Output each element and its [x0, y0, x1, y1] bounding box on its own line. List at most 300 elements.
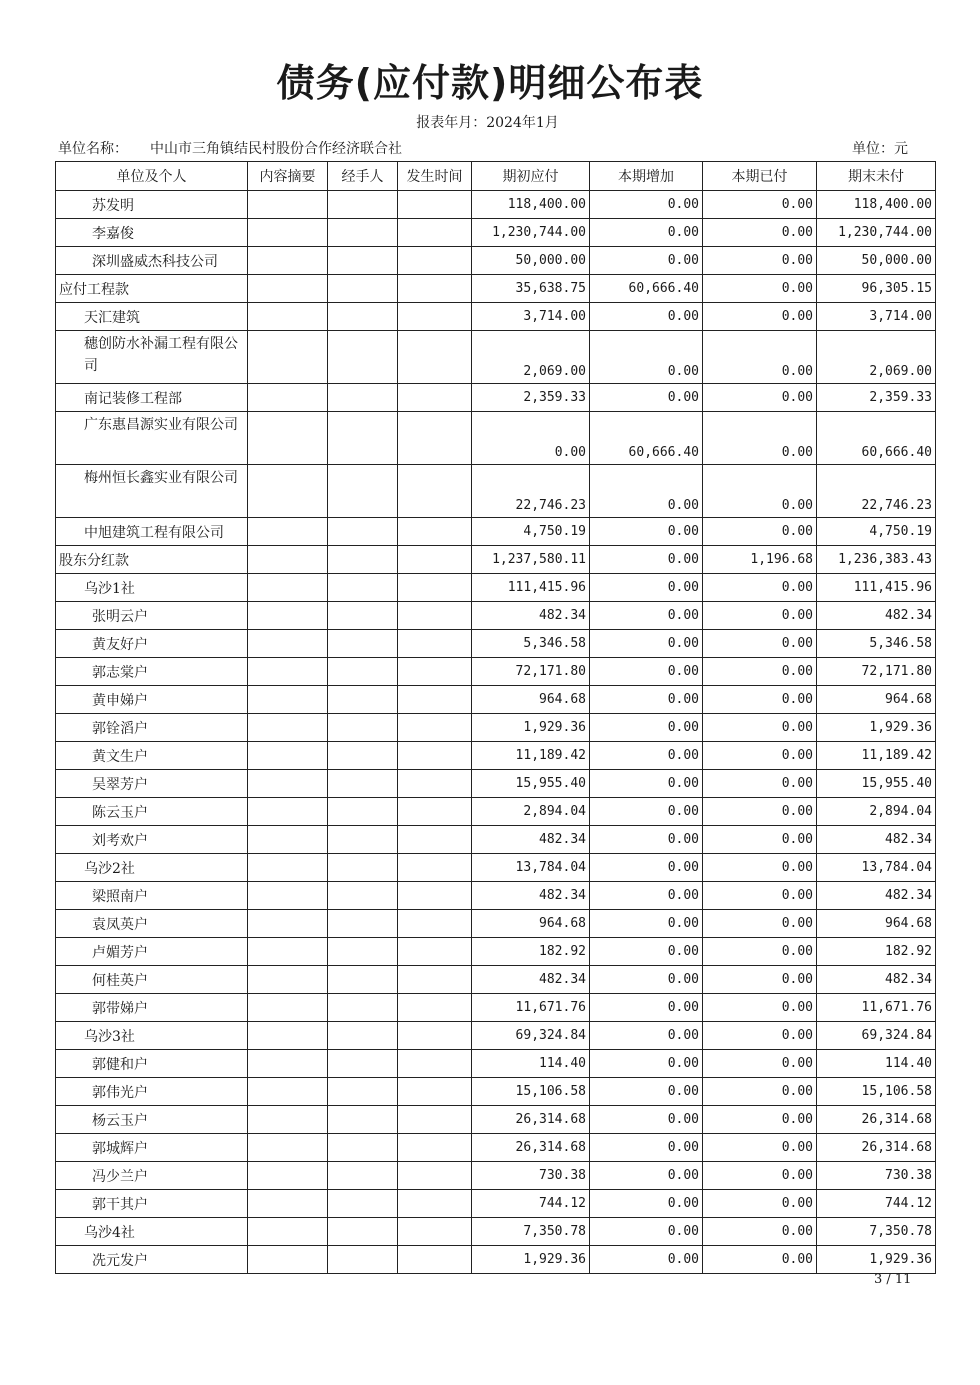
- handler-cell: [328, 574, 398, 602]
- closing-balance-cell: 744.12: [817, 1190, 936, 1218]
- handler-cell: [328, 331, 398, 384]
- handler-cell: [328, 518, 398, 546]
- increase-cell: 60,666.40: [590, 412, 703, 465]
- paid-cell: 0.00: [703, 882, 817, 910]
- opening-balance-cell: 2,894.04: [472, 798, 590, 826]
- table-row: [56, 994, 936, 1022]
- entity-name-cell: 何桂英户: [56, 966, 248, 994]
- opening-balance-cell: 482.34: [472, 882, 590, 910]
- entity-name-cell: 乌沙1社: [56, 574, 248, 602]
- paid-cell: 0.00: [703, 1162, 817, 1190]
- opening-balance-cell: 4,750.19: [472, 518, 590, 546]
- paid-cell: 0.00: [703, 1078, 817, 1106]
- summary-cell: [248, 770, 328, 798]
- entity-name-cell: 乌沙3社: [56, 1022, 248, 1050]
- table-row: [56, 518, 936, 546]
- increase-cell: 0.00: [590, 826, 703, 854]
- closing-balance-cell: 50,000.00: [817, 247, 936, 275]
- entity-name-cell: 袁凤英户: [56, 910, 248, 938]
- handler-cell: [328, 1134, 398, 1162]
- increase-cell: 0.00: [590, 630, 703, 658]
- unit-name-label: 单位名称：: [58, 141, 128, 157]
- handler-cell: [328, 658, 398, 686]
- opening-balance-cell: 482.34: [472, 966, 590, 994]
- entity-name-cell: 杨云玉户: [56, 1106, 248, 1134]
- entity-name-cell: 郭志棠户: [56, 658, 248, 686]
- opening-balance-cell: 0.00: [472, 412, 590, 465]
- handler-cell: [328, 1106, 398, 1134]
- date-cell: [398, 1134, 472, 1162]
- date-cell: [398, 658, 472, 686]
- opening-balance-cell: 118,400.00: [472, 191, 590, 219]
- handler-cell: [328, 1162, 398, 1190]
- entity-name-cell: 李嘉俊: [56, 219, 248, 247]
- handler-cell: [328, 303, 398, 331]
- paid-cell: 0.00: [703, 1190, 817, 1218]
- date-cell: [398, 714, 472, 742]
- date-cell: [398, 1106, 472, 1134]
- date-cell: [398, 247, 472, 275]
- handler-cell: [328, 994, 398, 1022]
- summary-cell: [248, 602, 328, 630]
- handler-cell: [328, 938, 398, 966]
- increase-cell: 0.00: [590, 191, 703, 219]
- table-row: [56, 1162, 936, 1190]
- paid-cell: 0.00: [703, 994, 817, 1022]
- summary-cell: [248, 465, 328, 518]
- closing-balance-cell: 69,324.84: [817, 1022, 936, 1050]
- handler-cell: [328, 1246, 398, 1274]
- summary-cell: [248, 882, 328, 910]
- entity-name-cell: 梅州恒长鑫实业有限公司: [56, 465, 248, 518]
- table-row: [56, 412, 936, 465]
- increase-cell: 0.00: [590, 798, 703, 826]
- table-row: [56, 1134, 936, 1162]
- increase-cell: 60,666.40: [590, 275, 703, 303]
- date-cell: [398, 910, 472, 938]
- table-row: [56, 1022, 936, 1050]
- date-cell: [398, 384, 472, 412]
- opening-balance-cell: 69,324.84: [472, 1022, 590, 1050]
- paid-cell: 0.00: [703, 658, 817, 686]
- opening-balance-cell: 2,359.33: [472, 384, 590, 412]
- opening-balance-cell: 1,230,744.00: [472, 219, 590, 247]
- column-header: 单位及个人: [56, 162, 248, 191]
- column-header: 经手人: [328, 162, 398, 191]
- summary-cell: [248, 1246, 328, 1274]
- entity-name-cell: 冼元发户: [56, 1246, 248, 1274]
- handler-cell: [328, 1218, 398, 1246]
- opening-balance-cell: 11,671.76: [472, 994, 590, 1022]
- closing-balance-cell: 182.92: [817, 938, 936, 966]
- opening-balance-cell: 3,714.00: [472, 303, 590, 331]
- column-header: 本期已付: [703, 162, 817, 191]
- table-row: [56, 303, 936, 331]
- table-row: [56, 384, 936, 412]
- table-row: [56, 574, 936, 602]
- summary-cell: [248, 742, 328, 770]
- table-row: [56, 770, 936, 798]
- summary-cell: [248, 191, 328, 219]
- opening-balance-cell: 111,415.96: [472, 574, 590, 602]
- table-row: [56, 630, 936, 658]
- increase-cell: 0.00: [590, 1022, 703, 1050]
- increase-cell: 0.00: [590, 574, 703, 602]
- paid-cell: 0.00: [703, 275, 817, 303]
- date-cell: [398, 826, 472, 854]
- increase-cell: 0.00: [590, 910, 703, 938]
- summary-cell: [248, 910, 328, 938]
- entity-name-cell: 郭带娣户: [56, 994, 248, 1022]
- opening-balance-cell: 1,929.36: [472, 1246, 590, 1274]
- handler-cell: [328, 1022, 398, 1050]
- increase-cell: 0.00: [590, 219, 703, 247]
- entity-name-cell: 郭健和户: [56, 1050, 248, 1078]
- summary-cell: [248, 384, 328, 412]
- opening-balance-cell: 72,171.80: [472, 658, 590, 686]
- closing-balance-cell: 11,189.42: [817, 742, 936, 770]
- closing-balance-cell: 4,750.19: [817, 518, 936, 546]
- increase-cell: 0.00: [590, 465, 703, 518]
- page-title: 债务(应付款)明细公布表: [276, 61, 704, 105]
- handler-cell: [328, 966, 398, 994]
- paid-cell: 1,196.68: [703, 546, 817, 574]
- increase-cell: 0.00: [590, 686, 703, 714]
- summary-cell: [248, 518, 328, 546]
- closing-balance-cell: 482.34: [817, 826, 936, 854]
- summary-cell: [248, 1218, 328, 1246]
- summary-cell: [248, 1078, 328, 1106]
- closing-balance-cell: 1,230,744.00: [817, 219, 936, 247]
- table-row: [56, 1218, 936, 1246]
- increase-cell: 0.00: [590, 882, 703, 910]
- summary-cell: [248, 938, 328, 966]
- opening-balance-cell: 730.38: [472, 1162, 590, 1190]
- paid-cell: 0.00: [703, 1218, 817, 1246]
- payables-table: [55, 161, 936, 1274]
- entity-name-cell: 张明云户: [56, 602, 248, 630]
- table-row: [56, 219, 936, 247]
- unit-name: 中山市三角镇结民村股份合作经济联合社: [150, 141, 402, 157]
- opening-balance-cell: 1,929.36: [472, 714, 590, 742]
- handler-cell: [328, 191, 398, 219]
- closing-balance-cell: 26,314.68: [817, 1106, 936, 1134]
- entity-name-cell: 黄申娣户: [56, 686, 248, 714]
- date-cell: [398, 742, 472, 770]
- opening-balance-cell: 744.12: [472, 1190, 590, 1218]
- handler-cell: [328, 714, 398, 742]
- summary-cell: [248, 331, 328, 384]
- increase-cell: 0.00: [590, 247, 703, 275]
- increase-cell: 0.00: [590, 658, 703, 686]
- table-row: [56, 798, 936, 826]
- closing-balance-cell: 964.68: [817, 686, 936, 714]
- handler-cell: [328, 219, 398, 247]
- opening-balance-cell: 482.34: [472, 826, 590, 854]
- handler-cell: [328, 546, 398, 574]
- opening-balance-cell: 2,069.00: [472, 331, 590, 384]
- increase-cell: 0.00: [590, 714, 703, 742]
- handler-cell: [328, 465, 398, 518]
- closing-balance-cell: 11,671.76: [817, 994, 936, 1022]
- column-header: 期末未付: [817, 162, 936, 191]
- table-row: [56, 714, 936, 742]
- date-cell: [398, 1246, 472, 1274]
- summary-cell: [248, 714, 328, 742]
- closing-balance-cell: 2,359.33: [817, 384, 936, 412]
- paid-cell: 0.00: [703, 384, 817, 412]
- paid-cell: 0.00: [703, 465, 817, 518]
- entity-name-cell: 天汇建筑: [56, 303, 248, 331]
- table-row: [56, 465, 936, 518]
- handler-cell: [328, 826, 398, 854]
- entity-name-cell: 梁照南户: [56, 882, 248, 910]
- handler-cell: [328, 602, 398, 630]
- table-row: [56, 938, 936, 966]
- date-cell: [398, 546, 472, 574]
- opening-balance-cell: 26,314.68: [472, 1106, 590, 1134]
- table-row: [56, 275, 936, 303]
- opening-balance-cell: 50,000.00: [472, 247, 590, 275]
- handler-cell: [328, 770, 398, 798]
- increase-cell: 0.00: [590, 1190, 703, 1218]
- entity-name-cell: 郭铨滔户: [56, 714, 248, 742]
- opening-balance-cell: 15,106.58: [472, 1078, 590, 1106]
- entity-name-cell: 南记装修工程部: [56, 384, 248, 412]
- handler-cell: [328, 384, 398, 412]
- table-row: [56, 882, 936, 910]
- table-row: [56, 1246, 936, 1274]
- entity-name-cell: 郭城辉户: [56, 1134, 248, 1162]
- closing-balance-cell: 96,305.15: [817, 275, 936, 303]
- increase-cell: 0.00: [590, 1078, 703, 1106]
- handler-cell: [328, 412, 398, 465]
- paid-cell: 0.00: [703, 574, 817, 602]
- closing-balance-cell: 730.38: [817, 1162, 936, 1190]
- handler-cell: [328, 630, 398, 658]
- entity-name-cell: 乌沙2社: [56, 854, 248, 882]
- table-row: [56, 966, 936, 994]
- increase-cell: 0.00: [590, 994, 703, 1022]
- date-cell: [398, 219, 472, 247]
- opening-balance-cell: 11,189.42: [472, 742, 590, 770]
- increase-cell: 0.00: [590, 518, 703, 546]
- date-cell: [398, 303, 472, 331]
- handler-cell: [328, 1078, 398, 1106]
- date-cell: [398, 331, 472, 384]
- entity-name-cell: 吴翠芳户: [56, 770, 248, 798]
- column-header: 内容摘要: [248, 162, 328, 191]
- column-header: 发生时间: [398, 162, 472, 191]
- closing-balance-cell: 482.34: [817, 602, 936, 630]
- date-cell: [398, 412, 472, 465]
- increase-cell: 0.00: [590, 1050, 703, 1078]
- summary-cell: [248, 546, 328, 574]
- closing-balance-cell: 15,955.40: [817, 770, 936, 798]
- closing-balance-cell: 5,346.58: [817, 630, 936, 658]
- summary-cell: [248, 658, 328, 686]
- date-cell: [398, 1162, 472, 1190]
- date-cell: [398, 994, 472, 1022]
- entity-name-cell: 卢媚芳户: [56, 938, 248, 966]
- opening-balance-cell: 35,638.75: [472, 275, 590, 303]
- handler-cell: [328, 742, 398, 770]
- table-row: [56, 686, 936, 714]
- entity-name-cell: 黄文生户: [56, 742, 248, 770]
- summary-cell: [248, 1022, 328, 1050]
- closing-balance-cell: 2,894.04: [817, 798, 936, 826]
- summary-cell: [248, 1162, 328, 1190]
- paid-cell: 0.00: [703, 518, 817, 546]
- opening-balance-cell: 22,746.23: [472, 465, 590, 518]
- entity-name-cell: 穗创防水补漏工程有限公司: [56, 331, 248, 384]
- increase-cell: 0.00: [590, 602, 703, 630]
- paid-cell: 0.00: [703, 1134, 817, 1162]
- date-cell: [398, 686, 472, 714]
- paid-cell: 0.00: [703, 331, 817, 384]
- closing-balance-cell: 1,929.36: [817, 1246, 936, 1274]
- paid-cell: 0.00: [703, 854, 817, 882]
- handler-cell: [328, 1190, 398, 1218]
- opening-balance-cell: 15,955.40: [472, 770, 590, 798]
- summary-cell: [248, 574, 328, 602]
- paid-cell: 0.00: [703, 742, 817, 770]
- entity-name-cell: 广东惠昌源实业有限公司: [56, 412, 248, 465]
- closing-balance-cell: 26,314.68: [817, 1134, 936, 1162]
- table-row: [56, 1078, 936, 1106]
- closing-balance-cell: 72,171.80: [817, 658, 936, 686]
- date-cell: [398, 1218, 472, 1246]
- entity-name-cell: 黄友好户: [56, 630, 248, 658]
- closing-balance-cell: 22,746.23: [817, 465, 936, 518]
- date-cell: [398, 1050, 472, 1078]
- handler-cell: [328, 882, 398, 910]
- date-cell: [398, 630, 472, 658]
- paid-cell: 0.00: [703, 303, 817, 331]
- closing-balance-cell: 111,415.96: [817, 574, 936, 602]
- increase-cell: 0.00: [590, 1106, 703, 1134]
- paid-cell: 0.00: [703, 602, 817, 630]
- opening-balance-cell: 182.92: [472, 938, 590, 966]
- paid-cell: 0.00: [703, 1106, 817, 1134]
- entity-name-cell: 郭干其户: [56, 1190, 248, 1218]
- report-period: 报表年月：2024年1月: [416, 115, 559, 131]
- closing-balance-cell: 1,236,383.43: [817, 546, 936, 574]
- summary-cell: [248, 275, 328, 303]
- paid-cell: 0.00: [703, 630, 817, 658]
- summary-cell: [248, 854, 328, 882]
- date-cell: [398, 1190, 472, 1218]
- entity-name-cell: 苏发明: [56, 191, 248, 219]
- table-row: [56, 191, 936, 219]
- paid-cell: 0.00: [703, 412, 817, 465]
- handler-cell: [328, 854, 398, 882]
- summary-cell: [248, 1190, 328, 1218]
- increase-cell: 0.00: [590, 384, 703, 412]
- date-cell: [398, 938, 472, 966]
- closing-balance-cell: 3,714.00: [817, 303, 936, 331]
- summary-cell: [248, 966, 328, 994]
- opening-balance-cell: 5,346.58: [472, 630, 590, 658]
- summary-cell: [248, 826, 328, 854]
- paid-cell: 0.00: [703, 191, 817, 219]
- increase-cell: 0.00: [590, 742, 703, 770]
- opening-balance-cell: 482.34: [472, 602, 590, 630]
- table-row: [56, 1190, 936, 1218]
- opening-balance-cell: 1,237,580.11: [472, 546, 590, 574]
- summary-cell: [248, 219, 328, 247]
- date-cell: [398, 882, 472, 910]
- summary-cell: [248, 1106, 328, 1134]
- closing-balance-cell: 1,929.36: [817, 714, 936, 742]
- opening-balance-cell: 964.68: [472, 686, 590, 714]
- paid-cell: 0.00: [703, 247, 817, 275]
- increase-cell: 0.00: [590, 1246, 703, 1274]
- opening-balance-cell: 7,350.78: [472, 1218, 590, 1246]
- summary-cell: [248, 303, 328, 331]
- table-row: [56, 854, 936, 882]
- paid-cell: 0.00: [703, 1246, 817, 1274]
- summary-cell: [248, 412, 328, 465]
- table-row: [56, 658, 936, 686]
- date-cell: [398, 854, 472, 882]
- table-row: [56, 331, 936, 384]
- date-cell: [398, 770, 472, 798]
- handler-cell: [328, 798, 398, 826]
- increase-cell: 0.00: [590, 546, 703, 574]
- increase-cell: 0.00: [590, 331, 703, 384]
- column-header: 期初应付: [472, 162, 590, 191]
- entity-name-cell: 冯少兰户: [56, 1162, 248, 1190]
- entity-name-cell: 深圳盛威杰科技公司: [56, 247, 248, 275]
- table-row: [56, 247, 936, 275]
- summary-cell: [248, 994, 328, 1022]
- closing-balance-cell: 118,400.00: [817, 191, 936, 219]
- entity-name-cell: 应付工程款: [56, 275, 248, 303]
- summary-cell: [248, 686, 328, 714]
- entity-name-cell: 郭伟光户: [56, 1078, 248, 1106]
- closing-balance-cell: 114.40: [817, 1050, 936, 1078]
- entity-name-cell: 陈云玉户: [56, 798, 248, 826]
- paid-cell: 0.00: [703, 1050, 817, 1078]
- currency-unit: 单位：元: [852, 141, 908, 157]
- increase-cell: 0.00: [590, 1218, 703, 1246]
- paid-cell: 0.00: [703, 686, 817, 714]
- paid-cell: 0.00: [703, 770, 817, 798]
- table-row: [56, 910, 936, 938]
- column-header: 本期增加: [590, 162, 703, 191]
- date-cell: [398, 602, 472, 630]
- paid-cell: 0.00: [703, 910, 817, 938]
- increase-cell: 0.00: [590, 854, 703, 882]
- increase-cell: 0.00: [590, 966, 703, 994]
- increase-cell: 0.00: [590, 303, 703, 331]
- table-row: [56, 602, 936, 630]
- summary-cell: [248, 798, 328, 826]
- entity-name-cell: 乌沙4社: [56, 1218, 248, 1246]
- paid-cell: 0.00: [703, 798, 817, 826]
- table-row: [56, 1106, 936, 1134]
- table-row: [56, 742, 936, 770]
- date-cell: [398, 966, 472, 994]
- summary-cell: [248, 1134, 328, 1162]
- table-row: [56, 826, 936, 854]
- page-number: 3 / 11: [874, 1272, 912, 1287]
- closing-balance-cell: 60,666.40: [817, 412, 936, 465]
- closing-balance-cell: 964.68: [817, 910, 936, 938]
- closing-balance-cell: 2,069.00: [817, 331, 936, 384]
- summary-cell: [248, 247, 328, 275]
